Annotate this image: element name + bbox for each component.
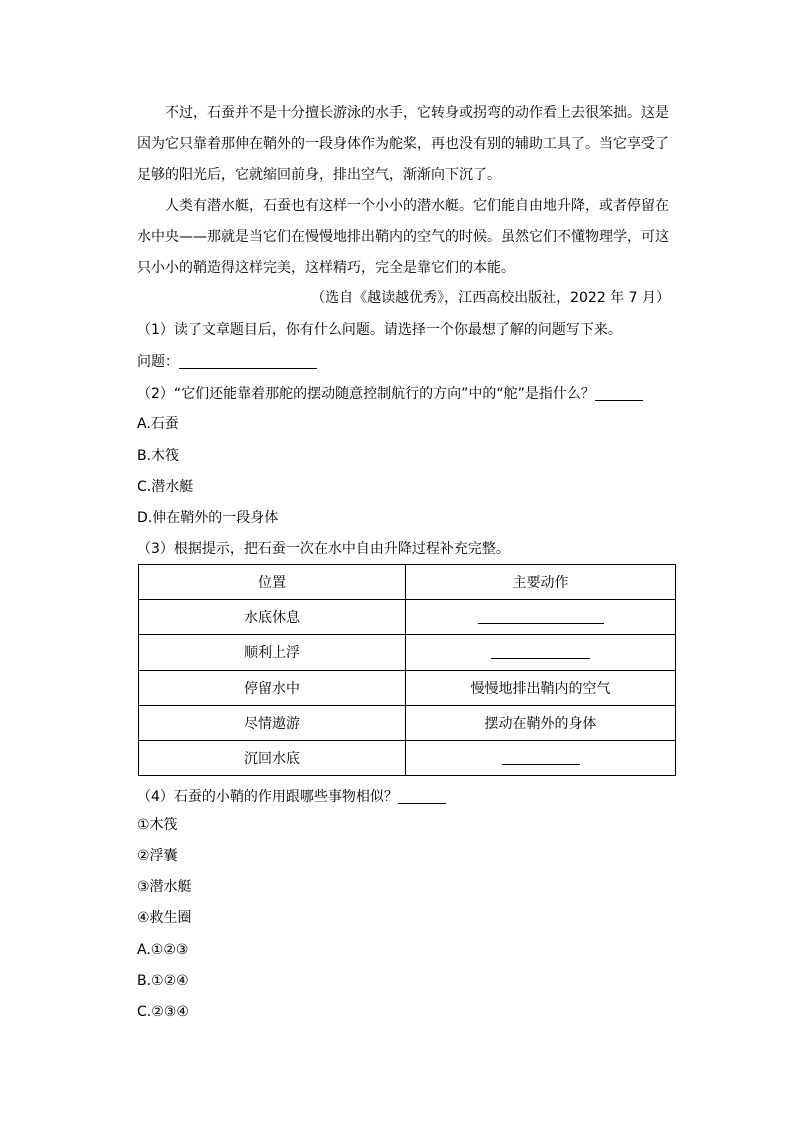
table-cell-position: 尽情遨游 [139,705,406,740]
question-2-prompt: （2）“它们还能靠着那舵的摆动随意控制航行的方向”中的“舵”是指什么？ [137,386,595,402]
table-cell-position: 停留水中 [139,670,406,705]
question-1-answer-line [137,352,317,372]
question-3-table [138,564,676,776]
table-cell-action: 慢慢地排出鞘内的空气 [406,670,676,705]
question-4-item-1: ①木筏 [137,817,178,833]
question-2-line [137,384,643,404]
passage-paragraph-1: 不过，石蚕并不是十分擅长游泳的水手，它转身或拐弯的动作看上去很笨拙。这是因为它只靠着那伸在鞘外的一段身体作为舵桨，再也没有别的辅助工具了。当它享受了足够的阳光后，它就缩回前身，排出空气，渐渐向下沉了。 [137,105,669,183]
question-2-option-a[interactable]: A.石蚕 [137,416,179,432]
question-1-answer-label: 问题： [137,354,179,370]
question-1-prompt: （1）读了文章题目后，你有什么问题。请选择一个你最想了解的问题写下来。 [137,322,622,338]
passage-paragraph-2: 人类有潜水艇，石蚕也有这样一个小小的潜水艇。它们能自由地升降，或者停留在水中央——那就是当它们在慢慢地排出鞘内的空气的时候。虽然它们不懂物理学，可这只小小的鞘造得这样完美，这样精巧，完全是靠它们的本能。 [137,198,669,276]
question-4-option-c[interactable]: C.②③④ [137,1004,189,1020]
question-4-line [137,787,446,807]
table-header-position: 位置 [139,565,406,600]
question-2-option-c[interactable]: C.潜水艇 [137,479,194,495]
table-answer-blank[interactable] [502,750,580,765]
table-cell-action [406,635,676,670]
table-header-row [139,565,676,600]
question-4-item-4: ④救生圈 [137,910,192,926]
question-2-answer-blank[interactable] [595,386,643,401]
source-citation: （选自《越读越优秀》，江西高校出版社，2022 年 7 月） [311,290,670,306]
question-4-item-2: ②浮囊 [137,848,178,864]
table-row [139,705,676,740]
question-4-answer-blank[interactable] [398,789,446,804]
table-cell-action: 摆动在鞘外的身体 [406,705,676,740]
question-4-item-3: ③潜水艇 [137,879,192,895]
table-cell-action [406,600,676,635]
table-cell-position: 沉回水底 [139,740,406,775]
table-cell-action [406,740,676,775]
table-row [139,670,676,705]
question-4-option-b[interactable]: B.①②④ [137,973,189,989]
question-3-prompt: （3）根据提示，把石蚕一次在水中自由升降过程补充完整。 [137,541,510,557]
table-row [139,635,676,670]
table-answer-blank[interactable] [478,609,604,624]
table-cell-position: 水底休息 [139,600,406,635]
question-1-answer-blank[interactable] [179,354,317,369]
question-2-option-d[interactable]: D.伸在鞘外的一段身体 [137,510,279,526]
table-header-action: 主要动作 [406,565,676,600]
table-row [139,740,676,775]
question-2-option-b[interactable]: B.木筏 [137,448,180,464]
question-4-prompt: （4）石蚕的小鞘的作用跟哪些事物相似？ [137,789,398,805]
table-cell-position: 顺利上浮 [139,635,406,670]
question-4-option-a[interactable]: A.①②③ [137,942,189,958]
table-answer-blank[interactable] [491,644,590,659]
table-row [139,600,676,635]
